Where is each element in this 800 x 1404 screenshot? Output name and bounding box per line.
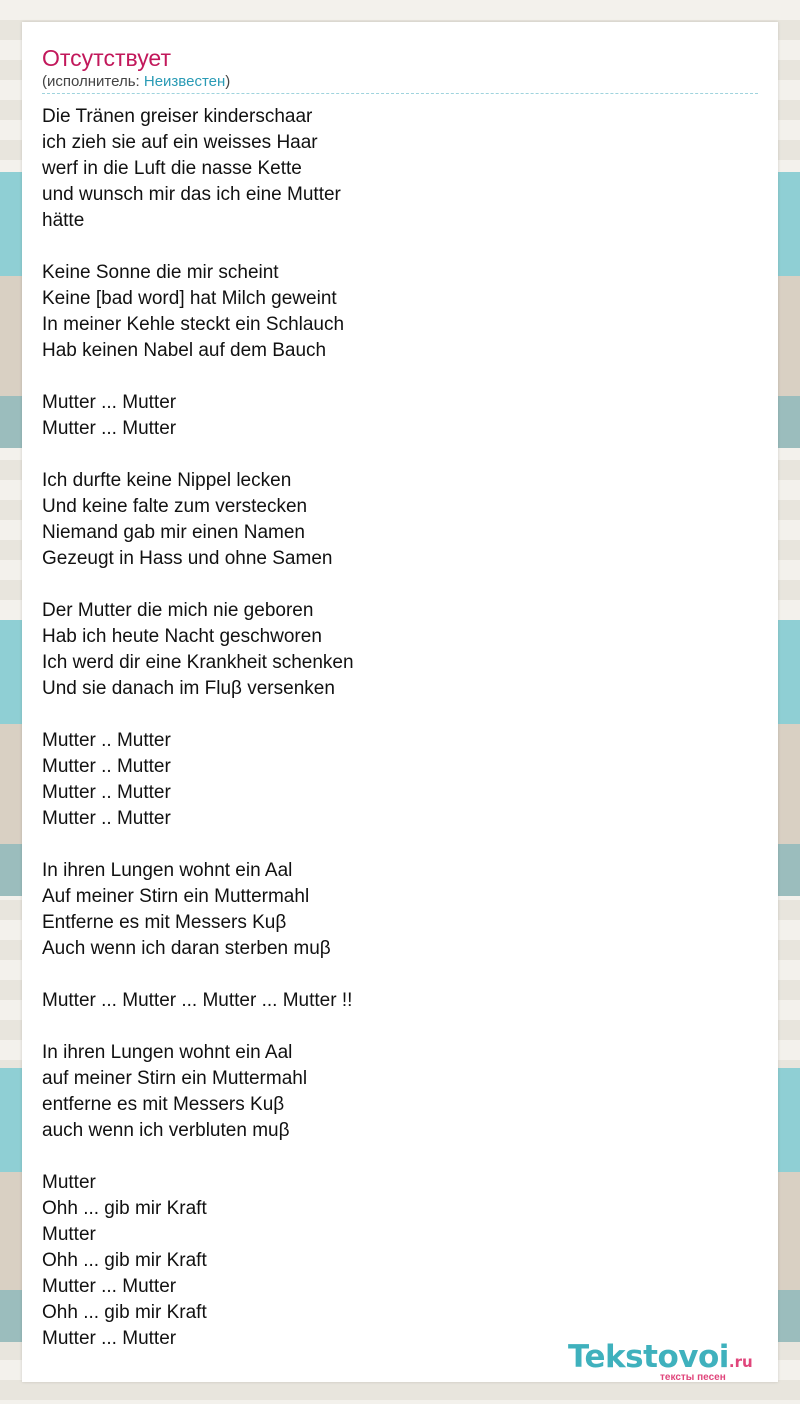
lyric-line: [42, 1144, 742, 1170]
song-title: Отсутствует: [42, 45, 171, 71]
lyric-line: [42, 572, 742, 598]
lyric-line: Gezeugt in Hass und ohne Samen: [42, 548, 333, 569]
lyric-line: auch wenn ich verbluten muβ: [42, 1120, 290, 1141]
lyric-line: [42, 234, 742, 260]
lyric-line: Ohh ... gib mir Kraft: [42, 1198, 207, 1219]
lyric-line: Keine [bad word] hat Milch geweint: [42, 288, 337, 309]
artist-suffix: ): [225, 73, 231, 90]
lyric-line: Ohh ... gib mir Kraft: [42, 1302, 207, 1323]
lyric-line: ich zieh sie auf ein weisses Haar: [42, 132, 318, 153]
lyric-line: Mutter .. Mutter: [42, 782, 171, 803]
tekstovoi-logo[interactable]: [568, 1338, 778, 1388]
lyrics-card: [22, 22, 778, 1382]
lyric-line: [42, 962, 742, 988]
lyric-line: [42, 1014, 742, 1040]
lyric-line: In meiner Kehle steckt ein Schlauch: [42, 314, 345, 335]
lyric-line: [42, 442, 742, 468]
lyric-line: Auf meiner Stirn ein Muttermahl: [42, 886, 310, 907]
lyric-line: und wunsch mir das ich eine Mutter: [42, 184, 341, 205]
title-divider: [42, 93, 758, 94]
lyric-line: werf in die Luft die nasse Kette: [42, 158, 302, 179]
lyric-line: hätte: [42, 210, 85, 231]
lyric-line: [42, 364, 742, 390]
lyric-line: In ihren Lungen wohnt ein Aal: [42, 1042, 293, 1063]
lyric-line: In ihren Lungen wohnt ein Aal: [42, 860, 293, 881]
lyric-line: Ich durfte keine Nippel lecken: [42, 470, 292, 491]
logo-tagline: тексты песен: [660, 1372, 726, 1383]
lyric-line: Hab ich heute Nacht geschworen: [42, 626, 322, 647]
lyric-line: Ohh ... gib mir Kraft: [42, 1250, 207, 1271]
lyric-line: Ich werd dir eine Krankheit schenken: [42, 652, 354, 673]
logo-name: Tekstovoi: [568, 1339, 729, 1375]
lyrics-text: [42, 104, 742, 1352]
lyric-line: [42, 702, 742, 728]
lyric-line: Auch wenn ich daran sterben muβ: [42, 938, 331, 959]
lyric-line: Hab keinen Nabel auf dem Bauch: [42, 340, 327, 361]
lyric-line: auf meiner Stirn ein Muttermahl: [42, 1068, 308, 1089]
lyric-line: Keine Sonne die mir scheint: [42, 262, 279, 283]
lyric-line: Mutter ... Mutter ... Mutter ... Mutter !!: [42, 990, 353, 1011]
lyric-line: Entferne es mit Messers Kuβ: [42, 912, 287, 933]
lyric-line: Mutter: [42, 1172, 96, 1193]
artist-line: [42, 72, 230, 92]
lyric-line: Mutter ... Mutter: [42, 418, 177, 439]
artist-link[interactable]: Неизвестен: [143, 73, 226, 90]
lyric-line: Mutter: [42, 1224, 96, 1245]
lyric-line: Und sie danach im Fluβ versenken: [42, 678, 335, 699]
logo-tld: .ru: [728, 1353, 753, 1371]
lyric-line: Mutter .. Mutter: [42, 730, 171, 751]
lyric-line: Niemand gab mir einen Namen: [42, 522, 305, 543]
lyric-line: Mutter ... Mutter: [42, 1276, 177, 1297]
lyric-line: Der Mutter die mich nie geboren: [42, 600, 314, 621]
lyric-line: [42, 832, 742, 858]
artist-prefix: (исполнитель:: [42, 73, 144, 90]
lyric-line: Mutter ... Mutter: [42, 392, 177, 413]
lyric-line: Und keine falte zum verstecken: [42, 496, 308, 517]
lyric-line: Mutter .. Mutter: [42, 808, 171, 829]
lyric-line: Mutter ... Mutter: [42, 1328, 177, 1349]
lyric-line: Die Tränen greiser kinderschaar: [42, 106, 313, 127]
lyric-line: entferne es mit Messers Kuβ: [42, 1094, 285, 1115]
lyric-line: Mutter .. Mutter: [42, 756, 171, 777]
